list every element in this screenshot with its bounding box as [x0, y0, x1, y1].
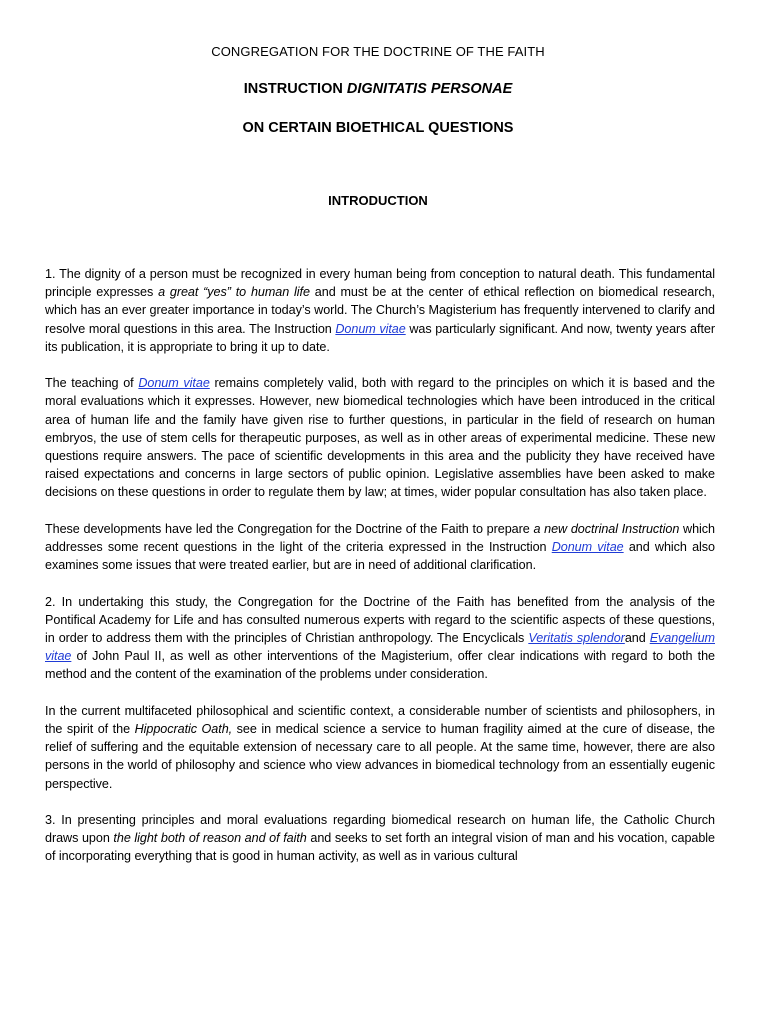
instruction-name: DIGNITATIS PERSONAE	[346, 81, 513, 97]
paragraph-5: In the current multifaceted philosophical and scientific context, a considerable number of scientists and philosophers, in the spirit of the Hippocratic Oath, see in medical science a service to human fragility aimed at the cure of disease, the relief of suffering and the equitable extension of necessary care to all people. At the same time, however, there are also persons in the world of philosophy and science who view advances in biomedical technology from an essentially eugenic perspective.	[45, 703, 715, 791]
document-subtitle: ON CERTAIN BIOETHICAL QUESTIONS	[242, 120, 514, 136]
veritatis-splendor-link[interactable]: Veritatis splendor	[528, 631, 625, 646]
section-heading: INTRODUCTION	[328, 193, 428, 208]
donum-vitae-link[interactable]: Donum vitae	[335, 321, 406, 336]
instruction-prefix: INSTRUCTION	[243, 81, 347, 97]
paragraph-6: 3. In presenting principles and moral evaluations regarding biomedical research on human life, the Catholic Church draws upon the light both of reason and of faith and seeks to set forth an integral vision of man and his vocation, capable of incorporating everything that is good in human activity, as well as in various cultural	[45, 813, 716, 864]
evangelium-vitae-link[interactable]: Evangelium vitae	[45, 631, 715, 664]
congregation-heading: CONGREGATION FOR THE DOCTRINE OF THE FAITH	[211, 44, 545, 59]
paragraph-2: The teaching of Donum vitae remains completely valid, both with regard to the principles on which it is based and the moral evaluations which it expresses. However, new biomedical technologies which have been introduced in the critical area of human life and the family have given rise to further questions, in particular in the field of research on human embryos, the use of stem cells for therapeutic purposes, as well as in other areas of experimental medicine. These new questions require answers. The pace of scientific developments in this area and the publicity they have received have raised expectations and concerns in large sectors of public opinion. Legislative assemblies have been asked to make decisions on these questions in order to regulate them by law; at times, wider popular consultation has also taken place.	[45, 376, 715, 500]
donum-vitae-link[interactable]: Donum vitae	[551, 540, 624, 555]
paragraph-3: These developments have led the Congregation for the Doctrine of the Faith to prepare a new doctrinal Instruction which addresses some recent questions in the light of the criteria expressed in the Instruction Donum vitae and which also examines some issues that were treated earlier, but are in need of additional clarification.	[45, 521, 715, 573]
paragraph-4: 2. In undertaking this study, the Congregation for the Doctrine of the Faith has benefited from the analysis of the Pontifical Academy for Life and has consulted numerous experts with regard to the scientific aspects of these questions, in order to address them with the principles of Christian anthropology. The Encyclicals Veritatis splendorand Evangelium vitae of John Paul II, as well as other interventions of the Magisterium, offer clear indications with regard to both the method and the content of the examination of the problems under consideration.	[45, 594, 715, 682]
instruction-title	[0, 81, 756, 97]
document-body	[45, 265, 715, 884]
paragraph-1: 1. The dignity of a person must be recognized in every human being from conception to natural death. This fundamental principle expresses a great “yes” to human life and must be at the center of ethical reflection on biomedical research, which has an ever greater importance in today’s world. The Church’s Magisterium has frequently intervened to clarify and resolve moral questions in this area. The Instruction Donum vitae was particularly significant. And now, twenty years after its publication, it is appropriate to bring it up to date.	[45, 267, 715, 354]
donum-vitae-link[interactable]: Donum vitae	[138, 376, 210, 391]
